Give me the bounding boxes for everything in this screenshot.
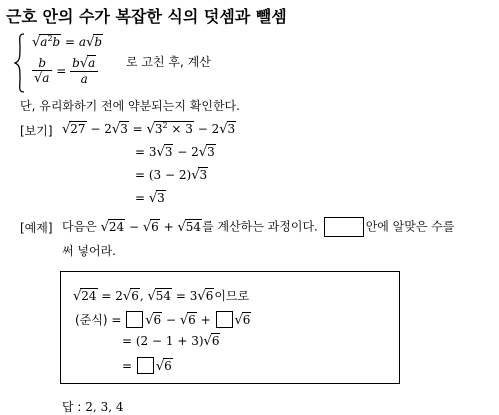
answer-label: 답 : — [62, 400, 82, 414]
note-text: 단, 유리화하기 전에 약분되는지 확인한다. — [20, 99, 240, 113]
solution-blank-2[interactable] — [216, 311, 233, 328]
solution-blank-3[interactable] — [137, 357, 154, 374]
page-title: 근호 안의 수가 복잡한 식의 덧셈과 뺄셈 — [6, 7, 287, 26]
exercise-label: [예제] — [20, 221, 53, 235]
example-line-3: = (3 − 2)√3 — [135, 168, 208, 183]
example-line-1: $√27 - 2√3 = √3^2 \times 3 - 2√3$ — [62, 121, 236, 137]
solution-line-4: = √6 — [122, 359, 172, 374]
answer-line — [62, 398, 123, 415]
answer-3: 4 — [115, 400, 124, 414]
exercise-statement-2: 써 넣어라. — [62, 244, 116, 258]
answer-blank[interactable] — [324, 217, 364, 237]
rule-caption: 로 고친 후, 계산 — [126, 55, 211, 69]
example-line-2: = 3√3 − 2√3 — [135, 145, 215, 160]
answer-2: 3, — [100, 400, 113, 414]
rule-equation-1: $√a^2b = a√b$ — [32, 34, 103, 50]
example-line-4: = √3 — [135, 191, 165, 206]
exercise-statement: 다음은 √24 − √6 + √54를 계산하는 과정이다. 안에 알맞은 수를 — [62, 217, 454, 237]
solution-line-3: = (2 − 1 + 3)√6 — [122, 334, 220, 349]
example-label: [보기] — [20, 124, 53, 138]
solution-line-2: (준식) = √6 − √6 + √6 — [75, 313, 251, 328]
rule-equation-2: $\frac{b}{√a}$ = $\frac{b√a}{a}$ — [32, 56, 98, 86]
solution-blank-1[interactable] — [126, 311, 143, 328]
answer-1: 2, — [85, 400, 97, 414]
brace-icon — [14, 33, 26, 93]
solution-line-1: √24 = 2√6, √54 = 3√6이므로 — [73, 289, 250, 304]
